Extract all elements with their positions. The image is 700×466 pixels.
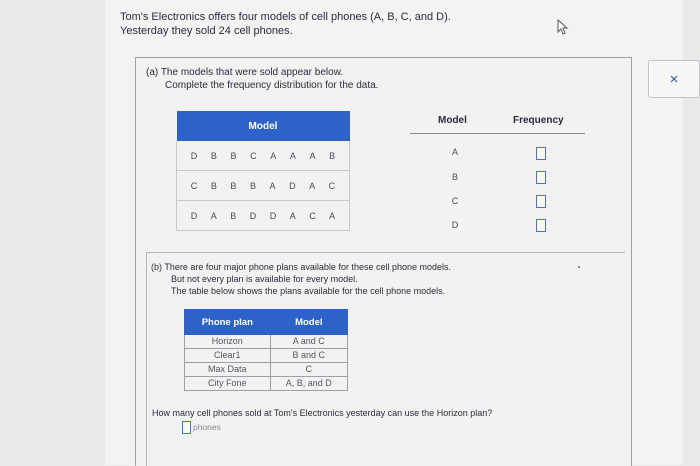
part-a-line-1: (a) The models that were sold appear below.	[146, 67, 344, 78]
table-row	[177, 201, 350, 231]
phone-plans-table	[184, 309, 348, 391]
plan-name: Clear1	[185, 349, 271, 363]
plan-name: City Fone	[185, 377, 271, 391]
freq-model-c: C	[451, 196, 459, 206]
model-cell: D	[249, 210, 257, 221]
frequency-table-frequency-header: Frequency	[513, 115, 564, 126]
plan-name: Max Data	[185, 363, 271, 377]
plan-models: B and C	[270, 349, 347, 363]
frequency-input-b[interactable]	[536, 171, 546, 184]
model-cell: D	[289, 180, 296, 191]
plan-models: A and C	[270, 335, 347, 349]
model-cell: B	[230, 210, 237, 221]
table-row	[177, 141, 350, 171]
model-cell: A	[270, 150, 277, 161]
horizon-question: How many cell phones sold at Tom's Electronics yesterday can use the Horizon plan?	[152, 408, 493, 418]
plan-models: A, B, and D	[270, 377, 347, 391]
table-row	[185, 349, 348, 363]
plan-models: C	[270, 363, 347, 377]
part-b-line-2: But not every plan is available for every model.	[171, 274, 358, 284]
model-row-1	[178, 151, 348, 161]
table-row	[185, 377, 348, 391]
model-row-2	[178, 181, 348, 191]
model-cell: B	[230, 150, 237, 161]
frequency-table-model-header: Model	[438, 115, 467, 126]
frequency-table-divider	[410, 133, 585, 134]
table-row	[185, 363, 348, 377]
part-a-instructions	[146, 66, 378, 92]
horizon-answer-input[interactable]	[182, 421, 191, 434]
model-cell: B	[230, 180, 237, 191]
plan-name: Horizon	[185, 335, 271, 349]
intro-line-1: Tom's Electronics offers four models of cell phones (A, B, C, and D).	[120, 11, 451, 23]
model-cell: A	[329, 210, 336, 221]
part-b-line-1: (b) There are four major phone plans available for these cell phone models.	[151, 262, 452, 272]
model-cell: A	[289, 150, 296, 161]
model-cell: A	[309, 180, 316, 191]
plans-header-model: Model	[270, 310, 347, 335]
part-b-instructions	[151, 261, 451, 297]
freq-model-b: B	[451, 172, 458, 182]
model-cell: D	[269, 210, 277, 221]
decorative-dot	[578, 266, 580, 268]
mouse-cursor-icon	[556, 19, 570, 35]
model-cell: A	[269, 180, 276, 191]
model-cell: C	[190, 180, 198, 191]
models-sold-table	[176, 111, 350, 231]
table-row	[177, 171, 350, 201]
part-a-line-2: Complete the frequency distribution for the data.	[165, 80, 379, 91]
plans-header-plan: Phone plan	[185, 310, 271, 335]
model-cell: A	[289, 210, 296, 221]
table-row	[185, 335, 348, 349]
model-cell: B	[210, 150, 217, 161]
frequency-input-a[interactable]	[536, 147, 546, 160]
model-cell: A	[210, 210, 217, 221]
frequency-input-d[interactable]	[536, 219, 546, 232]
model-cell: B	[210, 180, 217, 191]
close-icon: ×	[669, 70, 679, 88]
model-cell: A	[309, 150, 316, 161]
intro-line-2: Yesterday they sold 24 cell phones.	[120, 25, 293, 37]
model-cell: B	[329, 150, 336, 161]
model-cell: D	[190, 150, 198, 161]
close-button[interactable]	[648, 60, 700, 98]
problem-intro	[120, 10, 451, 38]
model-cell: C	[328, 180, 336, 191]
model-row-3	[178, 211, 348, 221]
model-cell: C	[309, 210, 316, 221]
freq-model-a: A	[451, 147, 458, 157]
model-cell: C	[250, 150, 257, 161]
model-cell: D	[190, 210, 198, 221]
frequency-input-c[interactable]	[536, 195, 546, 208]
answer-unit-label: phones	[193, 422, 221, 432]
models-table-header: Model	[177, 111, 350, 141]
part-b-line-3: The table below shows the plans available for the cell phone models.	[171, 286, 446, 296]
model-cell: B	[249, 180, 256, 191]
freq-model-d: D	[451, 220, 459, 230]
